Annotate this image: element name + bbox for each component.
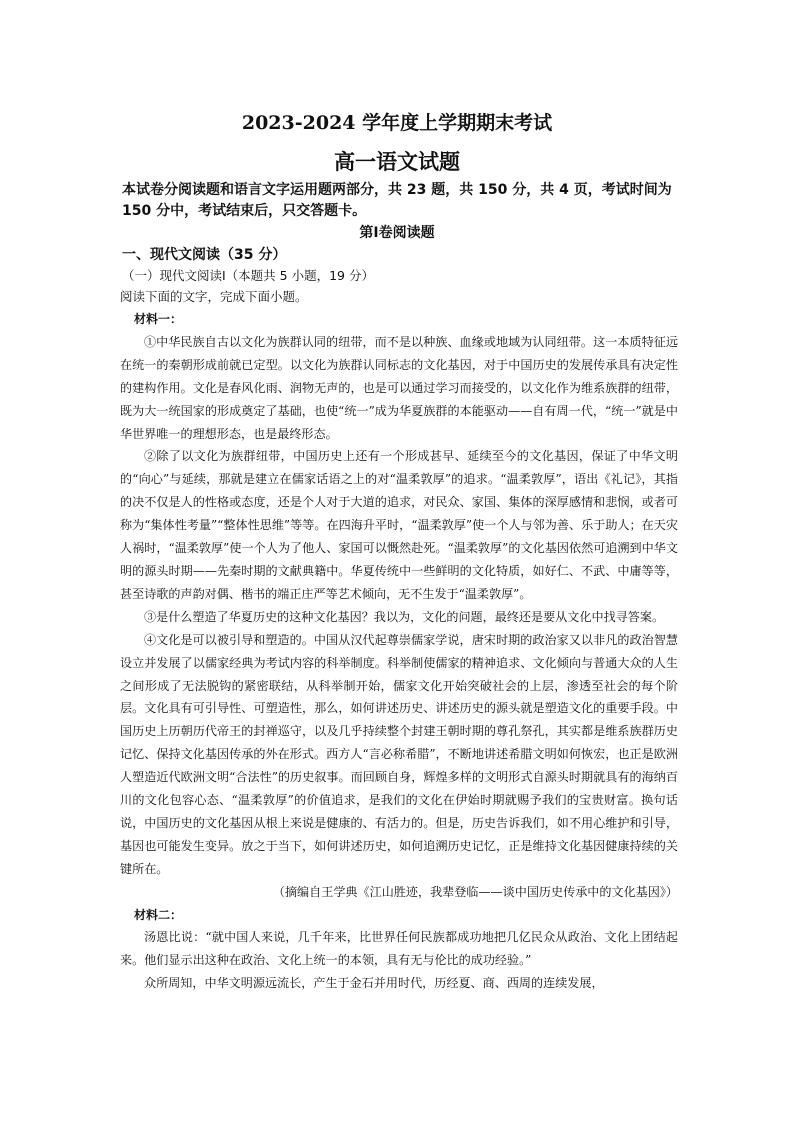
part-title: 第Ⅰ卷阅读题 (359, 225, 435, 241)
material1-paragraph-2: ②除了以文化为族群纽带，中国历史上还有一个形成甚早、延续至今的文化基因，保证了中华文明的“向心”与延续，那就是建立在儒家话语之上的对“温柔敦厚”的追求。“温柔敦厚”，语出《礼记》，其指的决不仅是人的性格或态度，还是个人对于大道的追求，对民众、家国、集体的深厚感情和悲悯，或者可称为“集体性考量”“整体性思维”等等。在四海升平时，“温柔敦厚”使一个人与邻为善、乐于助人；在天灾人祸时，“温柔敦厚”使一个人为了他人、家国可以慨然赴死。“温柔敦厚”的文化基因依然可追溯到中华文明的源头时期——先秦时期的文献典籍中。华夏传统中一些鲜明的文化特质，如好仁、不武、中庸等等，甚至诗歌的声韵对偶、楷书的端正庄严等艺术倾向，无不生发于“温柔敦厚”。 (120, 449, 678, 601)
material1-paragraph-3: ③是什么塑造了华夏历史的这种文化基因？我以为，文化的问题，最终还是要从文化中找寻答案。 (144, 609, 665, 624)
reading-passage (120, 308, 678, 995)
subsection-title: （一）现代文阅读Ⅰ（本题共 5 小题，19 分） (122, 268, 374, 283)
material2-paragraph-2: 众所周知，中华文明源远流长，产生于金石并用时代，历经夏、商、西周的连续发展， (144, 976, 604, 991)
material2-label: 材料二： (134, 907, 183, 922)
exam-title: 2023-2024 学年度上学期期末考试 (241, 112, 553, 134)
material1-label: 材料一： (134, 312, 183, 326)
material1-paragraph-4: ④文化是可以被引导和塑造的。中国从汉代起尊崇儒家学说，唐宋时期的政治家又以非凡的政治智慧设立并发展了以儒家经典为考试内容的科举制度。科举制使儒家的精神追求、文化倾向与普通大众的人生之间形成了无法脱钩的紧密联结，从科举制开始，儒家文化开始突破社会的上层，渗透至社会的每个阶层。文化具有可引导性、可塑造性，那么，如何讲述历史、讲述历史的源头就是塑造文化的重要手段。中国历史上历朝历代帝王的封禅巡守，以及几乎持续整个封建王朝时期的尊孔祭孔，其实都是维系族群历史记忆、保持文化基因传承的外在形式。西方人“言必称希腊”，不断地讲述希腊文明如何恢宏，也正是欧洲人塑造近代欧洲文明“合法性”的历史叙事。而回顾自身，辉煌多样的文明形式自源头时期就具有的海纳百川的文化包容心态、“温柔敦厚”的价值追求，是我们的文化在伊始时期就赐予我们的宝贵财富。换句话说，中国历史的文化基因从根上来说是健康的、有活力的。但是，历史告诉我们，如不用心维护和引导，基因也可能发生变异。放之于当下，如何讲述历史，如何追溯历史记忆，正是维持文化基因健康持续的关键所在。 (120, 632, 678, 876)
material2-paragraph-1: 汤恩比说：“就中国人来说，几千年来，比世界任何民族都成功地把几亿民众从政治、文化上团结起来。他们显示出这种在政治、文化上统一的本领，具有无与伦比的成功经验。” (120, 930, 678, 968)
section-title: 一、现代文阅读（35 分） (122, 247, 287, 263)
reading-instruction: 阅读下面的文字，完成下面小题。 (120, 289, 308, 304)
material1-source: （摘编自王学典《江山胜迹，我辈登临——谈中国历史传承中的文化基因》） (272, 884, 678, 899)
exam-subtitle: 高一语文试题 (334, 149, 460, 174)
material1-paragraph-1: ①中华民族自古以文化为族群认同的纽带，而不是以种族、血缘或地域为认同纽带。这一本质特征远在统一的秦朝形成前就已定型。以文化为族群认同标志的文化基因，对于中国历史的发展传承具有决定性的建构作用。文化是春风化雨、润物无声的，也是可以通过学习而接受的，以文化作为维系族群的纽带，既为大一统国家的形成奠定了基础，也使“统一”成为华夏族群的本能驱动——自有周一代，“统一”就是中华世界唯一的理想形态，也是最终形态。 (120, 334, 678, 441)
exam-instructions: 本试卷分阅读题和语言文字运用题两部分，共 23 题，共 150 分，共 4 页，考试时间为 150 分中，考试结束后，只交答题卡。 (122, 182, 672, 219)
